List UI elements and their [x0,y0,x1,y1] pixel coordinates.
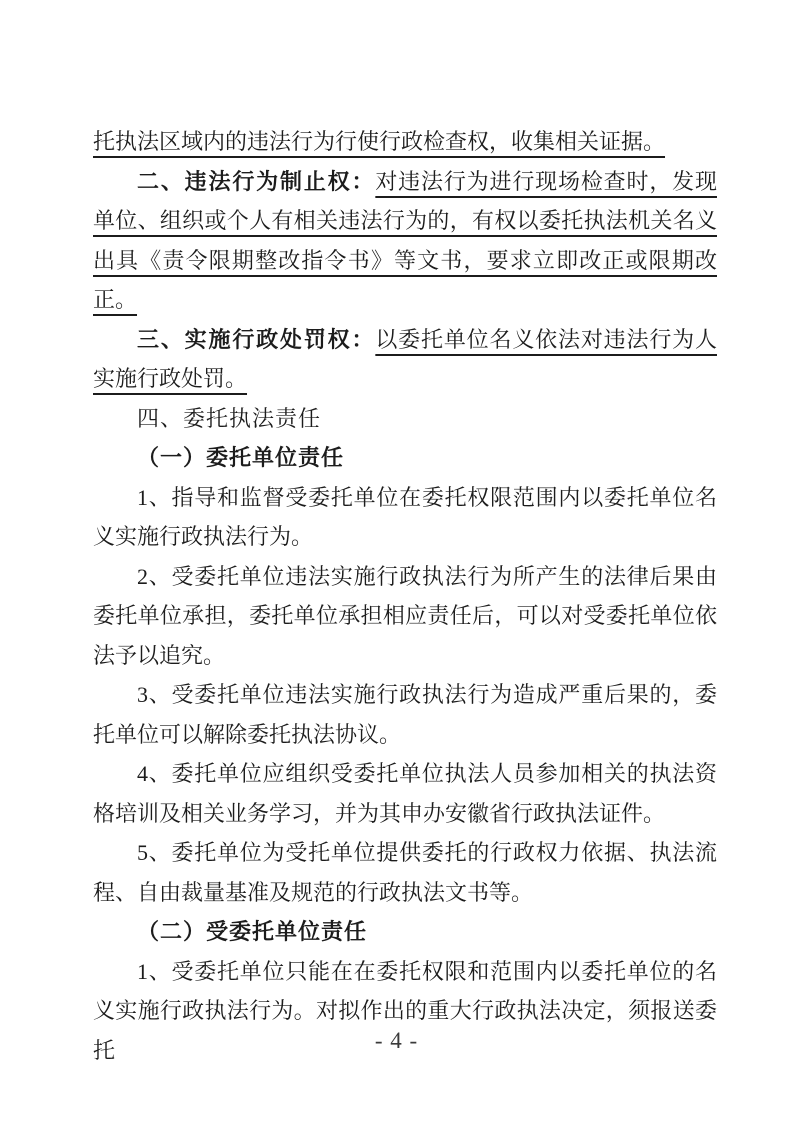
paragraph-item-1 [93,478,717,557]
underlined-body-text: 以委托单位名义依法对违法行为人实施行政处罚。 [93,326,717,391]
paragraph-item-5 [93,833,717,912]
paragraph-subsection-1-title [93,438,717,478]
paragraph-item-4 [93,754,717,833]
paragraph-section-4-title [93,399,717,439]
document-body [93,122,717,1070]
underlined-body-text: 托执法区域内的违法行为行使行政检查权，收集相关证据。 [93,129,666,154]
body-text: 1、指导和监督受委托单位在委托权限范围内以委托单位名义实施行政执法行为。 [93,484,717,549]
section-heading-2: 二、违法行为制止权： [137,168,376,194]
section-heading-3: 三、实施行政处罚权： [137,326,376,352]
subsection-heading-1: （一）委托单位责任 [137,445,345,470]
body-text: 5、委托单位为受托单位提供委托的行政权力依据、执法流程、自由裁量基准及规范的行政执法文书等。 [93,840,717,905]
paragraph-section-2 [93,162,717,320]
section-heading-4: 四、委托执法责任 [137,405,322,431]
body-text: 4、委托单位应组织受委托单位执法人员参加相关的执法资格培训及相关业务学习，并为其申办安徽省行政执法证件。 [93,761,717,826]
paragraph-subsection-2-title [93,912,717,952]
body-text: 1、受委托单位只能在在委托权限和范围内以委托单位的名义实施行政执法行为。对拟作出的重大行政执法决定，须报送委托 [93,958,717,1063]
subsection-heading-2: （二）受委托单位责任 [137,919,368,944]
body-text: 2、受委托单位违法实施行政执法行为所产生的法律后果由委托单位承担，委托单位承担相应责任后，可以对受委托单位依法予以追究。 [93,563,717,668]
paragraph-continuation [93,122,717,162]
paragraph-item-3 [93,675,717,754]
paragraph-section-3 [93,320,717,399]
paragraph-item-2 [93,557,717,676]
page-footer [0,1028,793,1054]
page-number: - 4 - [374,1028,419,1053]
underlined-body-text: 对违法行为进行现场检查时，发现单位、组织或个人有相关违法行为的，有权以委托执法机关名义出具《责令限期整改指令书》等文书，要求立即改正或限期改正。 [93,168,717,312]
body-text: 3、受委托单位违法实施行政执法行为造成严重后果的，委托单位可以解除委托执法协议。 [93,682,717,747]
